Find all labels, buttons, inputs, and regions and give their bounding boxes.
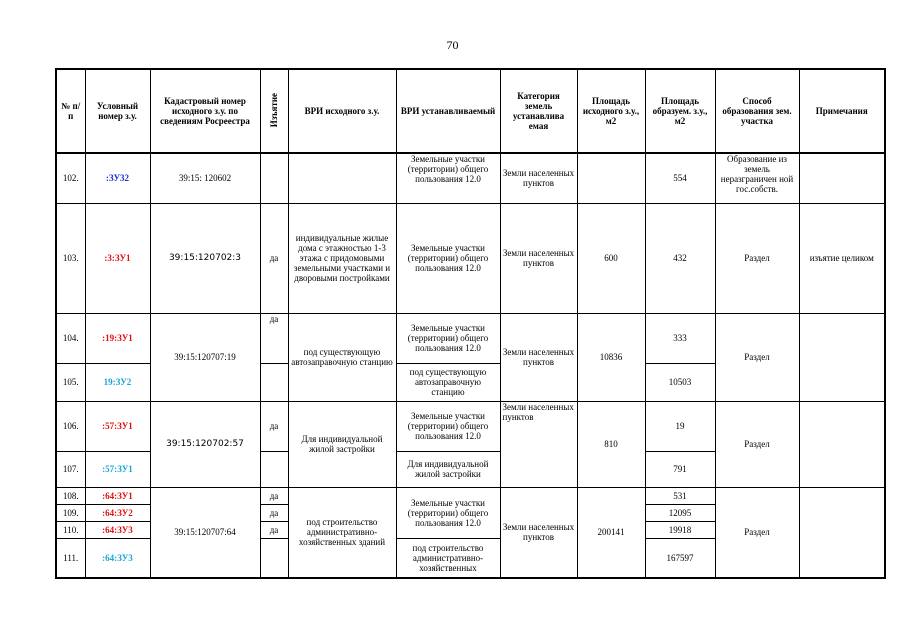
vri-set: Земельные участки (территории) общего пользования 12.0	[396, 313, 500, 363]
seizure-cell	[260, 363, 288, 401]
vri-set: под существующую автозаправочную станцию	[396, 363, 500, 401]
vri-src: под существующую автозаправочную станцию	[288, 313, 396, 401]
table-row	[56, 401, 885, 451]
method: Раздел	[715, 401, 799, 487]
cond-num: :64:ЗУ3	[85, 521, 150, 538]
row-num: 105.	[56, 363, 85, 401]
header-seizure-label: Изъятие	[269, 92, 279, 128]
row-num: 110.	[56, 521, 85, 538]
seizure-cell: да	[260, 203, 288, 313]
area-new: 791	[645, 451, 715, 487]
area-new: 10503	[645, 363, 715, 401]
category: Земли населенных пунктов	[500, 401, 577, 487]
header-area-src: Площадь исходного з.у., м2	[577, 69, 645, 153]
method: Раздел	[715, 313, 799, 401]
seizure-cell: да	[260, 487, 288, 504]
method: Раздел	[715, 487, 799, 578]
cond-num: :64:ЗУ1	[85, 487, 150, 504]
page-number: 70	[446, 38, 459, 52]
cond-num: :57:ЗУ1	[85, 451, 150, 487]
notes	[799, 401, 885, 487]
header-vri-src: ВРИ исходного з.у.	[288, 69, 396, 153]
cond-num: 19:ЗУ2	[85, 363, 150, 401]
header-cond-num: Условный номер з.у.	[85, 69, 150, 153]
area-new: 531	[645, 487, 715, 504]
method: Раздел	[715, 203, 799, 313]
seizure-cell: да	[260, 504, 288, 521]
seizure-cell: да	[260, 313, 288, 363]
cadastral-num: 39:15:120707:19	[150, 313, 260, 401]
header-category: Категория земель устанавлива емая	[500, 69, 577, 153]
area-new: 333	[645, 313, 715, 363]
cond-num: :ЗУ32	[85, 153, 150, 203]
cond-num: :57:ЗУ1	[85, 401, 150, 451]
vri-set: под строительство административно-хозяйственных	[396, 538, 500, 578]
header-area-new: Площадь образуем. з.у., м2	[645, 69, 715, 153]
seizure-cell	[260, 153, 288, 203]
row-num: 102.	[56, 153, 85, 203]
vri-set: Земельные участки (территории) общего пользования 12.0	[396, 153, 500, 203]
area-src: 810	[577, 401, 645, 487]
category: Земли населенных пунктов	[500, 203, 577, 313]
seizure-cell	[260, 451, 288, 487]
cadastral-num: 39:15: 120602	[150, 153, 260, 203]
row-num: 106.	[56, 401, 85, 451]
table-row	[56, 313, 885, 363]
row-num: 108.	[56, 487, 85, 504]
cond-num: :64:ЗУ3	[85, 538, 150, 578]
area-src: 10836	[577, 313, 645, 401]
area-new: 167597	[645, 538, 715, 578]
cadastral-num: 39:15:120702:57	[150, 401, 260, 487]
seizure-cell: да	[260, 521, 288, 538]
table-row	[56, 203, 885, 313]
vri-src	[288, 153, 396, 203]
seizure-cell	[260, 538, 288, 578]
area-src: 200141	[577, 487, 645, 578]
row-num: 109.	[56, 504, 85, 521]
vri-set: Для индивидуальной жилой застройки	[396, 451, 500, 487]
area-new: 19918	[645, 521, 715, 538]
cadastral-num: 39:15:120702:3	[150, 203, 260, 313]
row-num: 111.	[56, 538, 85, 578]
notes	[799, 313, 885, 401]
cond-num: :64:ЗУ2	[85, 504, 150, 521]
method: Образование из земель неразграничен ной гос.собств.	[715, 153, 799, 203]
notes	[799, 487, 885, 578]
vri-src: Для индивидуальной жилой застройки	[288, 401, 396, 487]
header-cadastral: Кадастровый номер исходного з.у. по сведениям Росреестра	[150, 69, 260, 153]
notes	[799, 153, 885, 203]
area-src: 600	[577, 203, 645, 313]
cond-num: :3:ЗУ1	[85, 203, 150, 313]
header-num: № п/п	[56, 69, 85, 153]
category: Земли населенных пунктов	[500, 487, 577, 578]
header-method: Способ образования зем. участка	[715, 69, 799, 153]
vri-set: Земельные участки (территории) общего пользования 12.0	[396, 487, 500, 538]
seizure-cell: да	[260, 401, 288, 451]
category: Земли населенных пунктов	[500, 313, 577, 401]
table-row	[56, 153, 885, 203]
cond-num: :19:ЗУ1	[85, 313, 150, 363]
vri-set: Земельные участки (территории) общего пользования 12.0	[396, 401, 500, 451]
vri-src: под строительство административно-хозяйственных зданий	[288, 487, 396, 578]
header-seizure	[260, 69, 288, 153]
area-new: 12095	[645, 504, 715, 521]
area-new: 19	[645, 401, 715, 451]
row-num: 103.	[56, 203, 85, 313]
row-num: 107.	[56, 451, 85, 487]
area-src	[577, 153, 645, 203]
land-plot-table	[55, 68, 886, 579]
vri-src: индивидуальные жилые дома с этажностью 1-3 этажа с придомовыми земельными участками и дворовыми постройками	[288, 203, 396, 313]
notes: изъятие целиком	[799, 203, 885, 313]
area-new: 554	[645, 153, 715, 203]
cadastral-num: 39:15:120707:64	[150, 487, 260, 578]
table-header-row	[56, 69, 885, 153]
row-num: 104.	[56, 313, 85, 363]
header-vri-set: ВРИ устанавливаемый	[396, 69, 500, 153]
vri-set: Земельные участки (территории) общего пользования 12.0	[396, 203, 500, 313]
table-row	[56, 487, 885, 504]
category: Земли населенных пунктов	[500, 153, 577, 203]
area-new: 432	[645, 203, 715, 313]
header-notes: Примечания	[799, 69, 885, 153]
